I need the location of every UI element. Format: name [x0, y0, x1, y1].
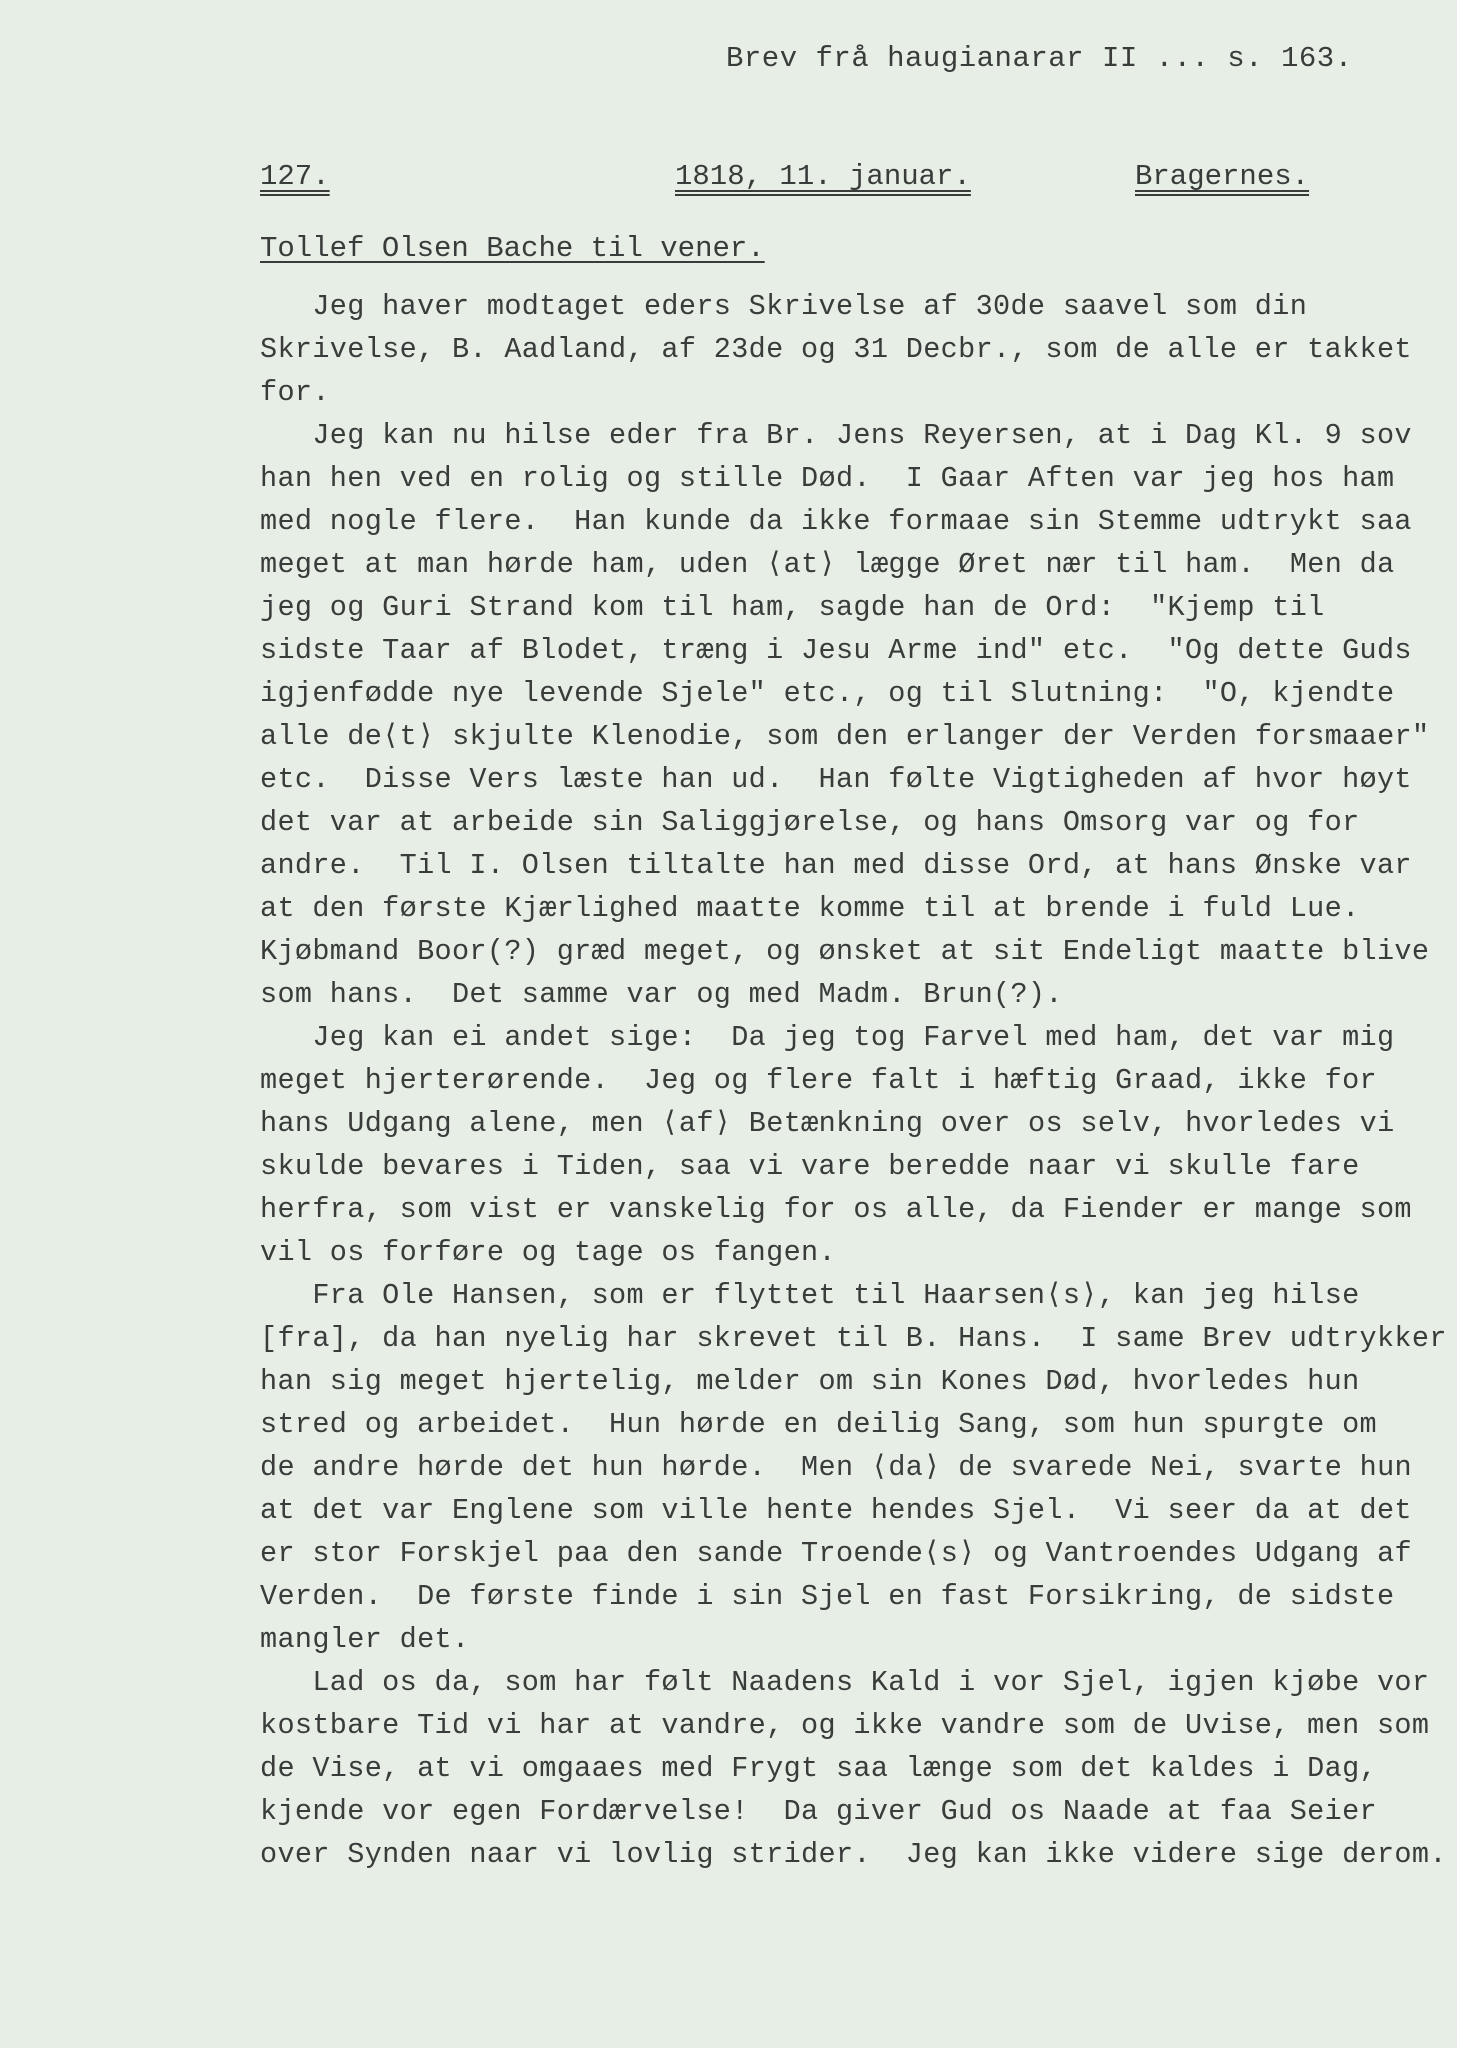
letter-body [260, 285, 1447, 1876]
body-line: sidste Taar af Blodet, træng i Jesu Arme ind" etc. "Og dette Guds [260, 634, 1412, 667]
body-line: mangler det. [260, 1623, 470, 1656]
body-line: Jeg kan ei andet sige: Da jeg tog Farvel med ham, det var mig [260, 1021, 1395, 1054]
body-line: Lad os da, som har følt Naadens Kald i vor Sjel, igjen kjøbe vor [260, 1666, 1430, 1699]
body-line: som hans. Det samme var og med Madm. Brun(?). [260, 978, 1063, 1011]
body-line: [fra], da han nyelig har skrevet til B. Hans. I same Brev udtrykker [260, 1322, 1447, 1355]
body-line: stred og arbeidet. Hun hørde en deilig Sang, som hun spurgte om [260, 1408, 1377, 1441]
body-line: han sig meget hjertelig, melder om sin Kones Død, hvorledes hun [260, 1365, 1360, 1398]
body-line: Jeg kan nu hilse eder fra Br. Jens Reyersen, at i Dag Kl. 9 sov [260, 419, 1412, 452]
body-line: de Vise, at vi omgaaes med Frygt saa længe som det kaldes i Dag, [260, 1752, 1377, 1785]
letter-recipient: Tollef Olsen Bache til vener. [260, 232, 765, 265]
body-line: Verden. De første finde i sin Sjel en fast Forsikring, de sidste [260, 1580, 1395, 1613]
body-line: meget hjerterørende. Jeg og flere falt i hæftig Graad, ikke for [260, 1064, 1377, 1097]
body-line: at det var Englene som ville hente hendes Sjel. Vi seer da at det [260, 1494, 1412, 1527]
body-line: Skrivelse, B. Aadland, af 23de og 31 Decbr., som de alle er takket [260, 333, 1412, 366]
body-line: de andre hørde det hun hørde. Men ⟨da⟩ de svarede Nei, svarte hun [260, 1451, 1412, 1484]
body-line: andre. Til I. Olsen tiltalte han med disse Ord, at hans Ønske var [260, 849, 1412, 882]
body-line: skulde bevares i Tiden, saa vi vare beredde naar vi skulle fare [260, 1150, 1360, 1183]
body-line: kjende vor egen Fordærvelse! Da giver Gud os Naade at faa Seier [260, 1795, 1377, 1828]
body-line: over Synden naar vi lovlig strider. Jeg kan ikke videre sige derom. [260, 1838, 1447, 1871]
body-line: meget at man hørde ham, uden ⟨at⟩ lægge Øret nær til ham. Men da [260, 548, 1395, 581]
body-line: alle de⟨t⟩ skjulte Klenodie, som den erlanger der Verden forsmaaer" [260, 720, 1430, 753]
body-line: Fra Ole Hansen, som er flyttet til Haarsen⟨s⟩, kan jeg hilse [260, 1279, 1360, 1312]
letter-date: 1818, 11. januar. [675, 160, 971, 193]
body-line: han hen ved en rolig og stille Død. I Gaar Aften var jeg hos ham [260, 462, 1395, 495]
body-line: at den første Kjærlighed maatte komme til at brende i fuld Lue. [260, 892, 1360, 925]
body-line: Kjøbmand Boor(?) græd meget, og ønsket at sit Endeligt maatte blive [260, 935, 1430, 968]
body-line: er stor Forskjel paa den sande Troende⟨s⟩ og Vantroendes Udgang af [260, 1537, 1412, 1570]
body-line: vil os forføre og tage os fangen. [260, 1236, 836, 1269]
letter-number: 127. [260, 160, 330, 193]
letter-place: Bragernes. [1135, 160, 1310, 193]
body-line: jeg og Guri Strand kom til ham, sagde han de Ord: "Kjemp til [260, 591, 1325, 624]
body-line: med nogle flere. Han kunde da ikke formaae sin Stemme udtrykt saa [260, 505, 1412, 538]
body-line: Jeg haver modtaget eders Skrivelse af 30de saavel som din [260, 290, 1308, 323]
body-line: kostbare Tid vi har at vandre, og ikke vandre som de Uvise, men som [260, 1709, 1430, 1742]
body-line: etc. Disse Vers læste han ud. Han følte Vigtigheden af hvor høyt [260, 763, 1412, 796]
body-line: igjenfødde nye levende Sjele" etc., og til Slutning: "O, kjendte [260, 677, 1395, 710]
body-line: det var at arbeide sin Saliggjørelse, og hans Omsorg var og for [260, 806, 1360, 839]
body-line: hans Udgang alene, men ⟨af⟩ Betænkning over os selv, hvorledes vi [260, 1107, 1395, 1140]
source-reference: Brev frå haugianarar II ... s. 163. [726, 42, 1353, 75]
body-line: herfra, som vist er vanskelig for os alle, da Fiender er mange som [260, 1193, 1412, 1226]
body-line: for. [260, 376, 330, 409]
